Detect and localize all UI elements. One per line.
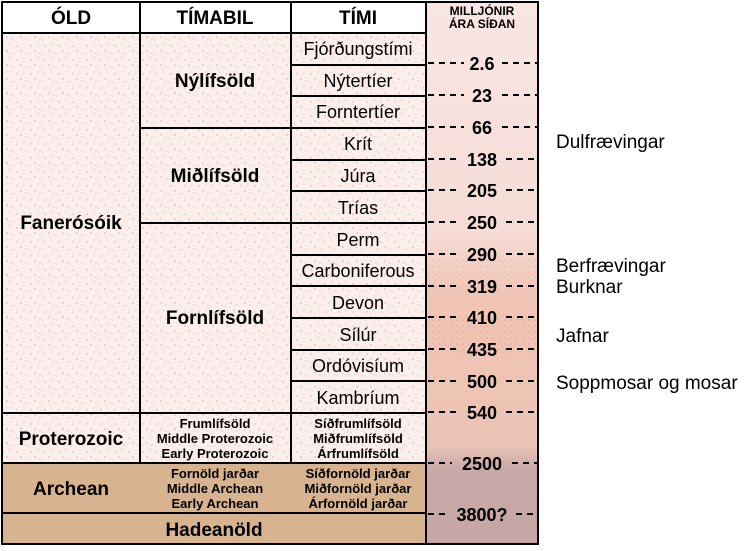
header-mya-line1: MILLJÓNIR: [449, 4, 515, 18]
plant-label-lycophytes: Jafnar: [556, 326, 609, 347]
period-triassic: Trías: [337, 198, 379, 218]
period-ordovician: Ordóvisíum: [311, 356, 405, 376]
archean-period-3: Árfornöld jarðar: [308, 496, 408, 511]
plant-label-ferns: Burknar: [556, 277, 623, 298]
boundary-label: 500: [466, 372, 498, 392]
plant-label-angiosperms: Dulfrævingar: [556, 132, 665, 153]
period-cambrian: Kambríum: [316, 388, 400, 408]
period-silurian: Sílúr: [339, 325, 377, 345]
eon-archean: Archean: [32, 479, 110, 500]
boundary-label: 435: [466, 340, 498, 360]
archean-period-1: Síðfornöld jarðar: [305, 466, 411, 481]
boundary-label: 250: [466, 213, 498, 233]
eon-hadean: Hadeanöld: [165, 520, 263, 541]
plant-label-bryophytes: Soppmosar og mosar: [556, 373, 738, 394]
period-quaternary: Fjórðungstími: [303, 39, 413, 59]
boundary-label: 205: [466, 181, 498, 201]
archean-period-2: Miðfornöld jarðar: [304, 481, 412, 496]
era-cenozoic: Nýlífsöld: [174, 71, 256, 92]
header-period: TÍMI: [339, 8, 377, 29]
proterozoic-period-1: Síðfrumlífsöld: [314, 416, 402, 431]
proterozoic-era-2: Middle Proterozoic: [156, 431, 274, 446]
header-era: TÍMABIL: [176, 8, 254, 29]
eon-proterozoic: Proterozoic: [18, 429, 124, 450]
period-cretaceous: Krít: [343, 134, 373, 154]
proterozoic-period-3: Árfrumlífsöld: [317, 446, 399, 461]
boundary-label: 290: [466, 245, 498, 265]
period-jurassic: Júra: [340, 166, 376, 186]
boundary-label: 319: [466, 277, 498, 297]
period-permian: Perm: [336, 230, 380, 250]
era-mesozoic: Miðlífsöld: [170, 166, 260, 187]
boundary-label: 66: [471, 118, 493, 138]
header-mya-line2: ÁRA SÍÐAN: [448, 17, 516, 31]
archean-era-3: Early Archean: [171, 496, 259, 511]
period-carboniferous: Carboniferous: [301, 261, 415, 281]
boundary-label: 2.6: [469, 54, 495, 74]
boundary-label: 540: [466, 403, 498, 423]
proterozoic-era-1: Frumlífsöld: [179, 416, 251, 431]
boundary-label: 23: [471, 86, 493, 106]
proterozoic-period-2: Miðfrumlífsöld: [313, 431, 403, 446]
period-devonian: Devon: [331, 293, 385, 313]
proterozoic-era-3: Early Proterozoic: [161, 446, 269, 461]
boundary-label: 410: [466, 308, 498, 328]
period-neogene: Nýtertíer: [323, 71, 393, 91]
era-paleozoic: Fornlífsöld: [165, 308, 265, 329]
boundary-label: 3800?: [456, 505, 508, 525]
archean-era-1: Fornöld jarðar: [170, 466, 260, 481]
plant-label-gymnosperms: Berfrævingar: [556, 256, 666, 277]
archean-era-2: Middle Archean: [166, 481, 264, 496]
header-eon: ÓLD: [50, 8, 92, 29]
period-paleogene: Forntertíer: [315, 102, 401, 122]
eon-phanerozoic: Fanerósóik: [20, 213, 122, 234]
boundary-label: 2500: [461, 454, 503, 474]
boundary-label: 138: [466, 150, 498, 170]
